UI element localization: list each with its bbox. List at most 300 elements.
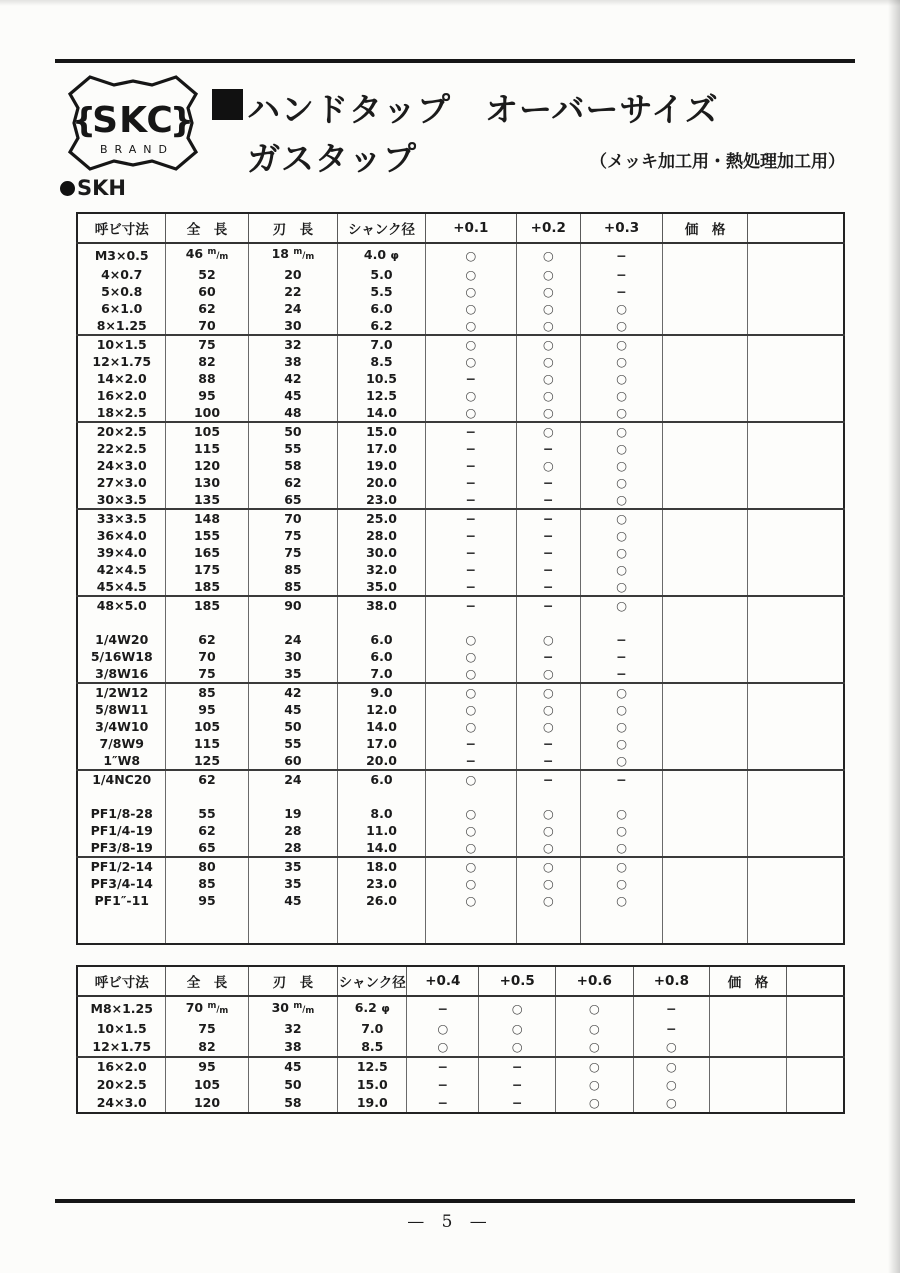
table-cell: ○ [425,770,516,788]
table-row [77,509,844,527]
table-cell: 45 [248,892,338,909]
table-cell: ○ [633,1076,710,1094]
table-cell: ○ [516,266,580,283]
table-cell: 15.0 [338,422,425,440]
table-cell: 25.0 [338,509,425,527]
table-cell: − [425,596,516,614]
table-cell [248,614,338,631]
table-cell: 70 [166,317,248,335]
table-row [77,822,844,839]
table-cell: − [479,1057,556,1076]
table-cell: PF1/4-19 [90,823,153,838]
table-cell: 148 [166,509,248,527]
table-cell: ○ [516,370,580,387]
table-cell [747,735,844,752]
table-cell: − [516,527,580,544]
table-cell [747,614,844,631]
table-cell: 1/4W20 [95,632,149,647]
table-cell: 60 [166,283,248,300]
table-cell: − [516,770,580,788]
table-cell: ○ [425,892,516,909]
table-cell: 75 [166,1020,248,1038]
logo-brace-right: } [169,101,195,141]
table-cell [747,509,844,527]
blank-row [77,614,844,631]
table-cell: 17.0 [338,735,425,752]
table-cell: 39×4.0 [96,545,147,560]
table-cell: 6.2 φ [338,996,407,1020]
table-cell: 10×1.5 [96,337,147,352]
table-cell: ○ [425,387,516,404]
table-cell: PF1″-11 [94,893,150,908]
table-cell: ○ [516,283,580,300]
column-header: +0.3 [580,213,663,243]
top-rule [55,59,855,63]
table-cell: 62 [166,770,248,788]
table-cell: 95 [166,387,248,404]
table-cell: − [407,996,479,1020]
table-cell: 120 [166,457,248,474]
table-cell [663,857,747,875]
table-cell: 8.5 [338,353,425,370]
table-cell: 9.0 [338,683,425,701]
table-cell: ○ [580,805,663,822]
table-cell: 28.0 [338,527,425,544]
table-cell: ○ [516,701,580,718]
table-cell: 50 [248,1076,338,1094]
table-cell [663,926,747,944]
table-cell: PF3/4-14 [90,876,153,891]
table-cell: 4.0 φ [338,243,425,266]
table-cell: ○ [580,509,663,527]
table-cell: ○ [580,561,663,578]
table-cell: 185 [166,596,248,614]
table-cell: 62 [248,474,338,491]
table-cell: 62 [166,822,248,839]
table-cell: − [516,440,580,457]
table-cell [663,474,747,491]
table-cell: ○ [580,578,663,596]
table-cell: PF1/8-28 [90,806,153,821]
section-label-text: SKH [77,176,126,200]
table-cell: 165 [166,544,248,561]
table-cell: ○ [425,665,516,683]
table-cell: 36×4.0 [96,528,147,543]
table-cell: ○ [580,527,663,544]
table-cell [580,909,663,926]
table-cell: − [425,457,516,474]
table-cell [747,387,844,404]
table-cell [166,788,248,805]
table-cell: 55 [248,735,338,752]
table-cell: ○ [479,1038,556,1057]
table-cell: − [407,1094,479,1113]
table-cell [663,457,747,474]
table-cell [516,926,580,944]
table-cell: 11.0 [338,822,425,839]
table-cell: 125 [166,752,248,770]
table-cell: 55 [166,805,248,822]
table-cell [663,353,747,370]
table-cell: ○ [425,300,516,317]
table-cell: 70 $^m/_m$ [166,996,248,1020]
column-header: +0.8 [633,966,710,996]
bottom-rule [55,1199,855,1203]
page-title [212,84,719,131]
table-cell [338,909,425,926]
table-cell: − [425,544,516,561]
table-cell: ○ [516,892,580,909]
column-header: 価 格 [663,213,747,243]
table-cell: − [516,752,580,770]
mm-unit: $^m/_m$ [207,1001,229,1016]
table-cell: ○ [580,718,663,735]
table-cell: 100 [166,404,248,422]
table-cell: − [516,491,580,509]
table-cell [747,701,844,718]
table-row [77,718,844,735]
table-cell: ○ [556,1038,633,1057]
table-row [77,857,844,875]
table-row [77,474,844,491]
table-cell: 38 [248,1038,338,1057]
table-cell: ○ [556,1057,633,1076]
table-cell: 35 [248,665,338,683]
table-cell: 33×3.5 [96,511,147,526]
column-header: 刃 長 [248,213,338,243]
table-row [77,387,844,404]
table-cell [425,614,516,631]
bullet-circle-icon [60,181,75,196]
table-cell: 65 [166,839,248,857]
table-row [77,544,844,561]
column-header: 全 長 [166,966,248,996]
table-cell: ○ [425,839,516,857]
table-cell: 35 [248,875,338,892]
table-cell: 75 [166,335,248,353]
table-cell [663,266,747,283]
table-cell [663,648,747,665]
table-row [77,752,844,770]
table-cell: 130 [166,474,248,491]
table-cell [747,474,844,491]
table-cell: ○ [580,440,663,457]
table-cell: M8×1.25 [90,1000,153,1016]
table-cell [747,683,844,701]
table-cell: 7.0 [338,335,425,353]
mm-unit: $^m/_m$ [293,247,315,262]
table-cell: 82 [166,1038,248,1057]
table-cell [166,926,248,944]
table-cell [663,735,747,752]
title-main: ハンドタップ オーバーサイズ [247,90,719,129]
table-cell: 70 [166,648,248,665]
table-cell: 7.0 [338,1020,407,1038]
table-cell: ○ [425,317,516,335]
table-cell: ○ [516,300,580,317]
table-cell: 115 [166,735,248,752]
table-cell: 50 [248,718,338,735]
table-cell: ○ [425,875,516,892]
table-cell: 14.0 [338,839,425,857]
table-cell: 18.0 [338,857,425,875]
table-cell: 24×3.0 [96,1095,147,1110]
column-header: 呼ビ寸法 [77,966,166,996]
table-cell [747,631,844,648]
table-cell [663,422,747,440]
table-cell: − [425,474,516,491]
table-cell [710,1020,787,1038]
table-cell: ○ [479,996,556,1020]
table-cell [166,909,248,926]
table-cell: 30.0 [338,544,425,561]
table-cell [747,839,844,857]
table-cell [710,1038,787,1057]
table-cell: ○ [516,805,580,822]
table-cell: 185 [166,578,248,596]
row-group [77,996,844,1057]
table-cell: ○ [516,422,580,440]
table-cell: ○ [425,701,516,718]
table-cell [747,648,844,665]
table-cell: ○ [516,457,580,474]
table-cell [747,317,844,335]
table-cell: ○ [516,822,580,839]
table-cell: 7.0 [338,665,425,683]
table-cell: 5.0 [338,266,425,283]
table-cell: 30 [248,317,338,335]
table-cell: ○ [580,491,663,509]
table-cell: ○ [516,335,580,353]
row-group [77,335,844,422]
table-cell: ○ [425,805,516,822]
table-cell: ○ [556,1094,633,1113]
table-cell: − [425,578,516,596]
table-cell [663,614,747,631]
table-cell [747,857,844,875]
column-header: +0.6 [556,966,633,996]
table-cell: 22 [248,283,338,300]
table-cell: − [580,770,663,788]
table-cell: 32.0 [338,561,425,578]
table-cell: − [580,648,663,665]
scan-edge-top [0,0,900,6]
table-cell: 8×1.25 [96,318,147,333]
table-cell: ○ [580,457,663,474]
table-cell: ○ [516,665,580,683]
table-cell: ○ [425,243,516,266]
table-cell [663,544,747,561]
table-row [77,648,844,665]
column-header: +0.5 [479,966,556,996]
table-row [77,266,844,283]
table-cell [77,614,166,631]
table-cell [747,370,844,387]
table-cell [663,300,747,317]
table-cell: − [425,370,516,387]
table-cell: ○ [425,353,516,370]
table-cell [663,509,747,527]
table-cell: 175 [166,561,248,578]
table-cell: 48 [248,404,338,422]
table-cell: 38 [248,353,338,370]
table-cell: 14.0 [338,404,425,422]
table-cell [338,788,425,805]
table-cell [747,457,844,474]
table-cell: 58 [248,457,338,474]
table-cell: ○ [580,839,663,857]
row-group [77,596,844,683]
column-header: +0.1 [425,213,516,243]
table-cell [248,788,338,805]
table-row [77,283,844,300]
section-label-skh [60,176,126,200]
table-cell [663,404,747,422]
table-cell: 155 [166,527,248,544]
table-cell: 15.0 [338,1076,407,1094]
table-cell: 20 [248,266,338,283]
table-cell: 85 [248,578,338,596]
table-cell: 6.2 [338,317,425,335]
table-cell: 30 $^m/_m$ [248,996,338,1020]
table-row [77,701,844,718]
table-cell: 19.0 [338,1094,407,1113]
table-cell: ○ [516,404,580,422]
row-group [77,770,844,857]
spec-table-2-wrap [76,965,845,1114]
table-cell [663,909,747,926]
scan-edge-right [888,0,900,1273]
table-cell: 85 [166,683,248,701]
table-cell: 46 $^m/_m$ [166,243,248,266]
table-cell: 20.0 [338,752,425,770]
table-cell [786,996,844,1020]
table-cell: ○ [425,648,516,665]
table-cell: − [580,243,663,266]
table-row [77,875,844,892]
table-cell [663,283,747,300]
table-cell: 95 [166,1057,248,1076]
table-cell: ○ [516,387,580,404]
table-cell: ○ [580,300,663,317]
table-cell [747,752,844,770]
table-cell [786,1057,844,1076]
table-cell: ○ [580,335,663,353]
table-cell: 8.5 [338,1038,407,1057]
table-cell: ○ [425,631,516,648]
table-cell: 60 [248,752,338,770]
column-header: 刃 長 [248,966,338,996]
table-cell [663,683,747,701]
table-row [77,243,844,266]
table-cell: 45 [248,387,338,404]
table-cell [663,805,747,822]
table-cell: ○ [580,474,663,491]
table-cell: ○ [425,822,516,839]
logo-plaque-shape [58,70,208,176]
header-row [77,966,844,996]
table-cell [747,875,844,892]
table-cell: 85 [166,875,248,892]
table-cell: 24 [248,631,338,648]
table-cell: 48×5.0 [96,598,147,613]
table-cell: ○ [580,735,663,752]
table-cell [663,839,747,857]
table-row [77,335,844,353]
table-cell: 70 [248,509,338,527]
table-cell [747,422,844,440]
table-cell [747,266,844,283]
table-cell: 58 [248,1094,338,1113]
table-cell [516,614,580,631]
table-cell: 20×2.5 [96,1077,147,1092]
table-cell: − [580,266,663,283]
table-cell: PF3/8-19 [90,840,153,855]
table-cell: 14.0 [338,718,425,735]
table-row [77,892,844,909]
table-cell [786,1094,844,1113]
table-cell [747,561,844,578]
table-cell [425,926,516,944]
table-cell [747,243,844,266]
table-cell: 27×3.0 [96,475,147,490]
table-cell: ○ [580,822,663,839]
table-cell [663,752,747,770]
table-cell: ○ [580,422,663,440]
table-cell [425,788,516,805]
table-cell: ○ [516,718,580,735]
table-cell: − [425,561,516,578]
table-row [77,805,844,822]
table-cell: ○ [516,875,580,892]
table-row [77,440,844,457]
table-cell: − [425,440,516,457]
table-cell: 6.0 [338,770,425,788]
table-cell: 75 [166,665,248,683]
title-sub: ガスタップ [247,139,417,178]
table-cell: 19 [248,805,338,822]
table-cell: ○ [516,839,580,857]
table-cell [747,822,844,839]
table-cell [663,701,747,718]
usage-note: （メッキ加工用・熱処理加工用） [590,152,845,172]
table-cell [747,926,844,944]
row-group [77,509,844,596]
table-row [77,422,844,440]
table-cell: − [580,631,663,648]
table-cell: 20×2.5 [96,424,147,439]
table-cell: 12.5 [338,1057,407,1076]
table-cell: 16×2.0 [96,388,147,403]
table-cell: 5/8W11 [95,702,149,717]
table-cell: 4×0.7 [101,267,143,282]
table-cell: ○ [516,243,580,266]
table-cell: 7/8W9 [99,736,144,751]
column-header [786,966,844,996]
table-cell: 105 [166,718,248,735]
table-cell: 6.0 [338,631,425,648]
table-cell: ○ [633,1094,710,1113]
table-row [77,735,844,752]
table-cell: − [633,1020,710,1038]
table-cell: ○ [407,1020,479,1038]
table-cell: 12×1.75 [92,1039,152,1054]
table-cell: − [516,648,580,665]
table-cell: 38.0 [338,596,425,614]
table-cell: 10.5 [338,370,425,387]
table-cell [710,1094,787,1113]
table-cell: 18 $^m/_m$ [248,243,338,266]
